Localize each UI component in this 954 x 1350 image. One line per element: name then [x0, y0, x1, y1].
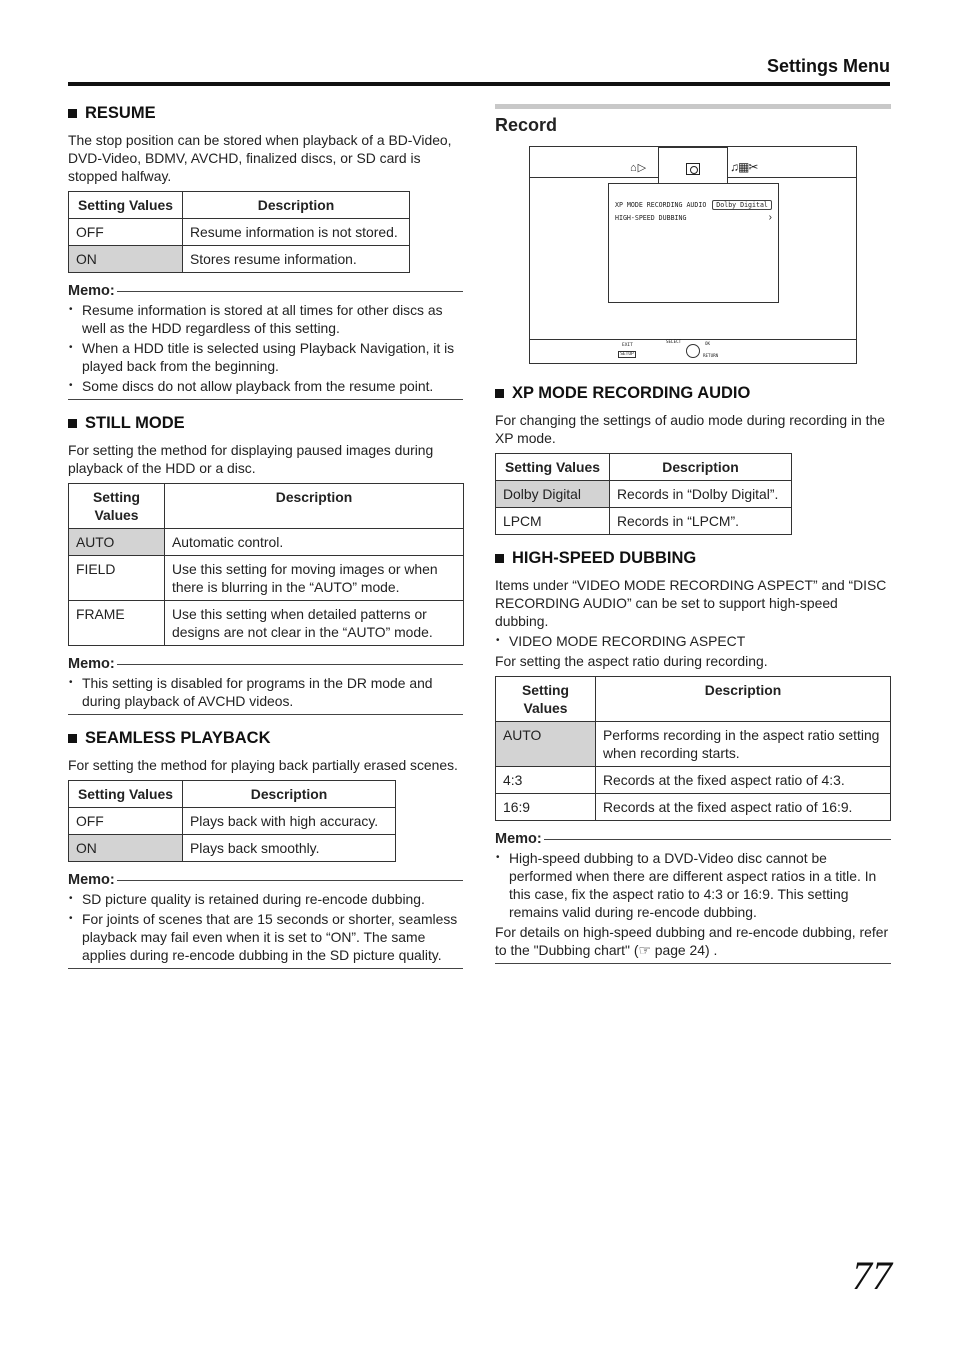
table-row [69, 601, 464, 646]
table-cell: Records in “Dolby Digital”. [610, 481, 792, 508]
table-cell: FRAME [69, 601, 165, 646]
table-row [69, 556, 464, 601]
memo-item: • When a HDD title is selected using Playback Navigation, it is played back from the beginning. [68, 339, 463, 375]
memo-heading [68, 872, 463, 888]
menu-row-high-speed [615, 214, 686, 222]
table-header: Setting Values [69, 781, 183, 808]
table-cell: AUTO [496, 722, 596, 767]
table-header: Setting Values [496, 454, 610, 481]
table-cell: Resume information is not stored. [183, 219, 410, 246]
table-cell: Use this setting when detailed patterns or designs are not clear in the “AUTO” mode. [165, 601, 464, 646]
still-intro: For setting the method for displaying paused images during playback of the HDD or a disc. [68, 442, 434, 476]
table-cell: Automatic control. [165, 529, 464, 556]
resume-heading [68, 104, 463, 123]
still-memo [68, 656, 463, 715]
record-menu-screen [529, 146, 857, 364]
seamless-memo [68, 872, 463, 969]
record-title: Record [495, 115, 558, 135]
select-label: SELECT [666, 339, 682, 344]
table-cell: FIELD [69, 556, 165, 601]
table-cell: 16:9 [496, 794, 596, 821]
table-header: Description [596, 677, 891, 722]
playback-icons: ⌂▷ [630, 162, 648, 174]
still-heading [68, 414, 463, 433]
table-cell: Records at the fixed aspect ratio of 4:3. [596, 767, 891, 794]
seamless-table [68, 780, 396, 862]
menu-row-label: XP MODE RECORDING AUDIO [615, 201, 707, 209]
disc-icon [686, 163, 700, 175]
memo-item: • Some discs do not allow playback from the resume point. [68, 377, 463, 395]
memo-rule [117, 291, 463, 292]
still-heading-text: STILL MODE [85, 414, 185, 432]
memo-rule [544, 839, 891, 840]
dial-icon [686, 344, 700, 358]
table-header: Setting Values [69, 192, 183, 219]
seamless-heading [68, 729, 463, 748]
memo-heading [68, 656, 463, 672]
table-row [69, 219, 410, 246]
record-rule [495, 104, 891, 109]
table-header: Description [183, 781, 396, 808]
memo-rule [117, 664, 463, 665]
right-column [495, 100, 891, 970]
memo-label: Memo: [68, 656, 115, 672]
table-cell: AUTO [69, 529, 165, 556]
resume-intro: The stop position can be stored when playback of a BD-Video, DVD-Video, BDMV, AVCHD, finalized discs, or SD card is stopped halfway. [68, 132, 452, 184]
xp-heading [495, 384, 891, 403]
memo-heading [495, 831, 891, 847]
hsd-intro: Items under “VIDEO MODE RECORDING ASPECT” and “DISC RECORDING AUDIO” can be set to support high-speed dubbing. [495, 577, 887, 629]
table-cell: Records in “LPCM”. [610, 508, 792, 535]
table-row [69, 835, 396, 862]
table-header: Description [165, 484, 464, 529]
table-row [496, 722, 891, 767]
left-column [68, 100, 463, 975]
screen-divider [530, 339, 856, 340]
table-header: Description [610, 454, 792, 481]
table-cell: Stores resume information. [183, 246, 410, 273]
table-cell: Use this setting for moving images or when there is blurring in the “AUTO” mode. [165, 556, 464, 601]
square-bullet-icon [68, 109, 77, 118]
table-cell: ON [69, 835, 183, 862]
xp-intro: For changing the settings of audio mode during recording in the XP mode. [495, 412, 885, 446]
table-cell: Plays back smoothly. [183, 835, 396, 862]
table-header: Setting Values [496, 677, 596, 722]
setup-key: SETUP [618, 351, 636, 358]
table-cell: Plays back with high accuracy. [183, 808, 396, 835]
resume-memo [68, 283, 463, 400]
table-row [69, 246, 410, 273]
menu-row-value: Dolby Digital [712, 200, 772, 210]
table-cell: LPCM [496, 508, 610, 535]
table-header: Setting Values [69, 484, 165, 529]
seamless-heading-text: SEAMLESS PLAYBACK [85, 729, 271, 747]
record-menu-panel [608, 183, 779, 303]
table-cell: Records at the fixed aspect ratio of 16:9. [596, 794, 891, 821]
memo-label: Memo: [68, 872, 115, 888]
memo-label: Memo: [68, 283, 115, 299]
menu-row-label: HIGH-SPEED DUBBING [615, 214, 687, 222]
table-row [496, 767, 891, 794]
hsd-heading [495, 549, 891, 568]
memo-item: • For joints of scenes that are 15 seconds or shorter, seamless playback may fail even when it is set to “ON”. The same applies during re-encode dubbing in the SD picture quality. [68, 910, 463, 964]
page-number: 77 [852, 1253, 892, 1298]
table-cell: 4:3 [496, 767, 596, 794]
hsd-memo [495, 831, 891, 964]
square-bullet-icon [495, 389, 504, 398]
square-bullet-icon [68, 419, 77, 428]
memo-item: • This setting is disabled for programs in the DR mode and during playback of AVCHD videos. [68, 674, 463, 710]
table-cell: Dolby Digital [496, 481, 610, 508]
hsd-sub-intro: For setting the aspect ratio during recording. [495, 653, 768, 669]
memo-heading [68, 283, 463, 299]
seamless-intro: For setting the method for playing back partially erased scenes. [68, 757, 458, 773]
table-row [496, 481, 792, 508]
table-row [69, 529, 464, 556]
exit-label: EXIT [622, 343, 633, 348]
memo-label: Memo: [495, 831, 542, 847]
square-bullet-icon [68, 734, 77, 743]
menu-row-xp-audio [615, 200, 772, 210]
table-cell: OFF [69, 219, 183, 246]
memo-item: • Resume information is stored at all times for other discs as well as the HDD regardless of this setting. [68, 301, 463, 337]
hsd-table [495, 676, 891, 821]
return-label: RETURN [703, 353, 719, 358]
chevron-right-icon: › [768, 212, 772, 223]
xp-table [495, 453, 792, 535]
still-table [68, 483, 464, 646]
ok-label: OK [705, 341, 711, 346]
xp-heading-text: XP MODE RECORDING AUDIO [512, 384, 751, 402]
memo-rule [117, 880, 463, 881]
memo-item: • High-speed dubbing to a DVD-Video disc cannot be performed when there are different aspect ratios in a title. In this case, fix the aspect ratio to 4:3 or 16:9. This setting remains valid during re-encode dubbing. [495, 849, 891, 921]
hsd-heading-text: HIGH-SPEED DUBBING [512, 549, 697, 567]
resume-table [68, 191, 410, 273]
dubbing-chart-reference: For details on high-speed dubbing and re-encode dubbing, refer to the "Dubbing chart" (☞ page 24) . [495, 924, 889, 958]
table-header: Description [183, 192, 410, 219]
header-rule [68, 82, 890, 86]
table-cell: Performs recording in the aspect ratio setting when recording starts. [596, 722, 891, 767]
memo-item: • SD picture quality is retained during re-encode dubbing. [68, 890, 463, 908]
media-icons: ♫▦✂ [730, 160, 758, 174]
table-cell: OFF [69, 808, 183, 835]
table-cell: ON [69, 246, 183, 273]
square-bullet-icon [495, 554, 504, 563]
table-row [496, 794, 891, 821]
page-header-title: Settings Menu [766, 56, 890, 76]
table-row [496, 508, 792, 535]
resume-heading-text: RESUME [85, 104, 156, 122]
hsd-bullet: • VIDEO MODE RECORDING ASPECT [495, 632, 891, 650]
table-row [69, 808, 396, 835]
